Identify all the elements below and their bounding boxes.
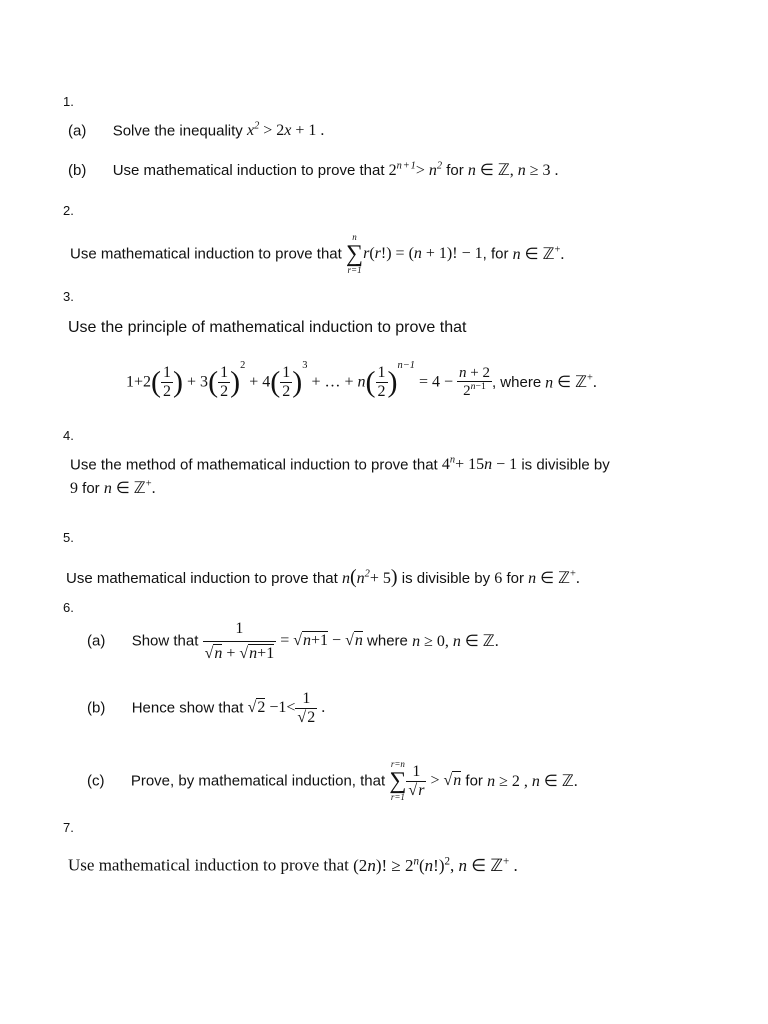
question-2-text: Use mathematical induction to prove that — [70, 245, 342, 263]
question-6a-text: Show that — [131, 632, 199, 650]
question-5-divisible: is divisible by — [401, 570, 491, 587]
summation-math: r(r!) = (n + 1)! − 1 — [363, 245, 483, 262]
question-5-for: for — [506, 570, 524, 587]
summation: n ∑ r=1 — [345, 232, 364, 275]
question-5-number: 5. — [63, 530, 74, 545]
part-label: (c) — [87, 772, 105, 790]
question-6c-text: Prove, by mathematical induction, that — [130, 772, 386, 790]
question-4-number: 4. — [63, 428, 74, 443]
domain-math: n ∈ ℤ, n ≥ 3 . — [467, 162, 559, 179]
inequality-math: (2n)! ≥ $2^n(n!)^2$, n ∈ ℤ+ . — [353, 855, 518, 875]
question-1b-text: Use mathematical induction to prove that — [112, 162, 385, 179]
question-7-number: 7. — [63, 820, 74, 835]
part-label: (a) — [68, 122, 87, 140]
domain-math: n ≥ 0, n ∈ ℤ. — [412, 633, 499, 651]
expression-math: $n(n^2+ 5)$ — [341, 566, 398, 588]
question-5 — [66, 566, 580, 589]
part-label: (b) — [68, 162, 87, 179]
question-4-divisible: is divisible by — [521, 456, 610, 474]
question-4-text: Use the method of mathematical induction to prove that — [70, 456, 438, 474]
question-6b-text: Hence show that — [131, 699, 244, 717]
summation: r=n ∑ r=1 — [389, 759, 407, 802]
question-4-line1 — [70, 455, 610, 474]
question-3-where: , where — [491, 373, 542, 391]
question-6c: (c) Prove, by mathematical induction, that r=n ∑ r=1 $\frac{1}{√r}$ > √n for n ≥ 2 , n ∈ ℤ. — [87, 759, 578, 802]
question-3-series: 1+2( $\frac{1}{2}$ ) + 3( $\frac{1}{2}$ )$^2$ + 4( $\frac{1}{2}$ )$^3$ + … + n( $\frac{1}{2}$ )$^{n-1}$ = 4 − $\frac{n + 2}{2^{n-1}}$ , where n ∈ ℤ+. — [126, 360, 597, 400]
domain-math: n ∈ ℤ+. — [512, 244, 565, 263]
question-6a: (a) Show that $\frac{1}{√n + √n+1}$ = √n+1 − √n where n ≥ 0, n ∈ ℤ. — [87, 620, 499, 662]
question-2-for: , for — [482, 245, 509, 263]
question-2-number: 2. — [63, 203, 74, 218]
question-6b: (b) Hence show that √2 −1< $\frac{1}{√2}$ . — [87, 690, 326, 726]
question-1a — [68, 121, 324, 140]
question-6-number: 6. — [63, 600, 74, 615]
fraction-math: $\frac{1}{√n + √n+1}$ — [204, 620, 275, 662]
expression-math: $4^n+ 15n - 1$ — [441, 455, 518, 474]
part-label: (a) — [87, 632, 106, 650]
question-1b-for: for — [446, 162, 464, 179]
question-7-text: Use mathematical induction to prove that — [68, 855, 349, 875]
inequality-math: $2^{n + 1}> n^2$ — [388, 160, 443, 179]
question-1a-text: Solve the inequality — [112, 122, 243, 140]
domain-math: n ∈ ℤ+. — [528, 568, 580, 587]
question-2 — [70, 233, 564, 275]
fraction-math: $\frac{1}{√r}$ — [408, 762, 425, 799]
question-1-number: 1. — [63, 94, 74, 109]
divisor: 6 — [494, 570, 503, 587]
question-5-text: Use mathematical induction to prove that — [66, 570, 338, 587]
question-3-text: Use the principle of mathematical induction to prove that — [68, 319, 467, 336]
question-4-for: for — [82, 480, 100, 497]
question-3-number: 3. — [63, 289, 74, 304]
fraction-math: $\frac{1}{√2}$ — [297, 690, 316, 726]
question-6c-for: for — [465, 772, 483, 790]
question-6a-where: where — [367, 632, 408, 650]
divisor: 9 — [70, 480, 78, 497]
question-4-line2 — [70, 478, 156, 498]
domain-math: n ≥ 2 , n ∈ ℤ. — [487, 773, 578, 790]
question-1b — [68, 160, 559, 180]
inequality-math: $x^2 > 2x + 1$ . — [246, 121, 325, 140]
question-7 — [68, 855, 518, 876]
part-label: (b) — [87, 699, 106, 717]
inequality-math: √2 −1< — [247, 699, 296, 717]
domain-math: n ∈ ℤ+. — [103, 478, 156, 497]
